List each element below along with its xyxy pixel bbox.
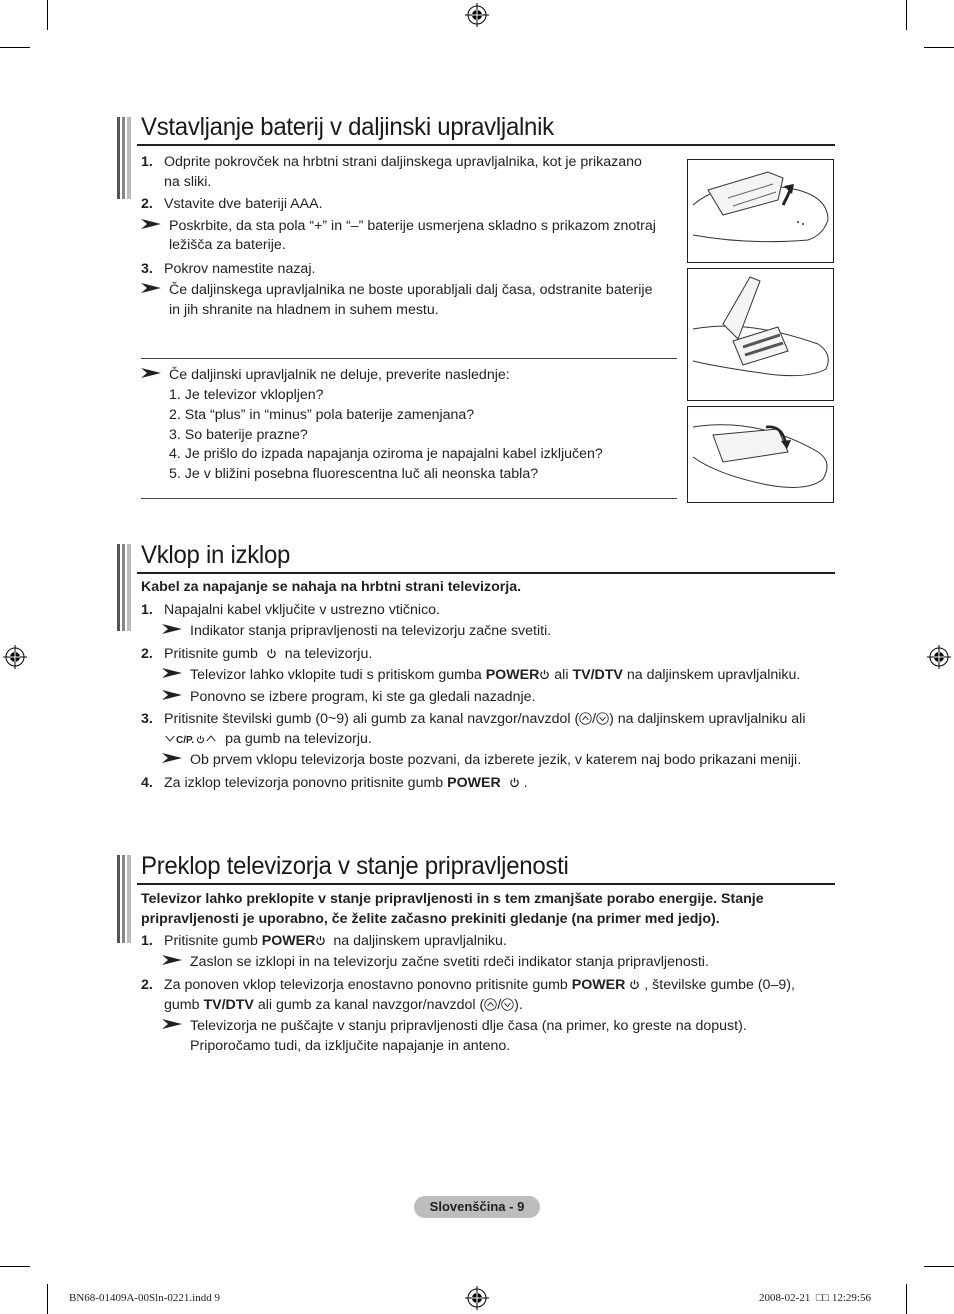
step-number: 1. <box>141 602 153 618</box>
lead-text: pripravljenosti je uporabno, če želite začasno prekiniti gledanje (na primer med jedjo). <box>141 911 720 927</box>
section-bar <box>117 117 131 199</box>
power-icon <box>629 979 640 990</box>
note-text: Indikator stanja pripravljenosti na televizorju začne svetiti. <box>190 623 552 639</box>
note-text: Če daljinskega upravljalnika ne boste uporabljali dalj časa, odstranite baterije <box>169 282 653 298</box>
power-icon <box>539 669 550 680</box>
note-text: Televizor lahko vklopite tudi s pritiskom gumba POWER ali TV/DTV na daljinskem upravljalniku. <box>190 667 801 683</box>
step-text: gumb TV/DTV ali gumb za kanal navzgor/navzdol ( / ). <box>164 997 523 1013</box>
step-number: 1. <box>141 933 153 949</box>
step-number: 2. <box>141 646 153 662</box>
remote-illustration-open <box>687 159 834 263</box>
note-arrow-icon <box>162 1019 182 1029</box>
crop-mark <box>0 1266 30 1267</box>
note-arrow-icon <box>162 624 182 634</box>
crop-mark <box>47 0 48 30</box>
section-bar <box>117 544 131 631</box>
channel-down-icon <box>596 712 609 725</box>
note-text: in jih shranite na hladnem in suhem mestu. <box>169 302 439 318</box>
remote-illustration-closed <box>687 406 834 503</box>
step-text: C/P. pa gumb na televizorju. <box>164 729 372 751</box>
footer-filename: BN68-01409A-00Sln-0221.indd 9 <box>69 1292 220 1304</box>
note-arrow-icon <box>141 219 161 229</box>
channel-up-icon <box>484 998 497 1011</box>
crop-mark <box>906 0 907 30</box>
note-text: Zaslon se izklopi in na televizorju začne svetiti rdeči indikator stanja pripravljenosti. <box>190 954 709 970</box>
power-icon <box>196 735 205 744</box>
section-bar <box>117 855 131 943</box>
step-text: Pokrov namestite nazaj. <box>164 261 316 277</box>
step-text: Za izklop televizorja ponovno pritisnite gumb POWER . <box>164 775 528 791</box>
step-text: Napajalni kabel vključite v ustrezno vtičnico. <box>164 602 440 618</box>
registration-mark-icon <box>3 645 27 669</box>
divider <box>141 358 677 359</box>
section-title-power: Vklop in izklop <box>141 541 291 569</box>
crop-mark <box>906 1284 907 1314</box>
check-intro: Če daljinski upravljalnik ne deluje, preverite naslednje: <box>169 367 510 383</box>
check-item: 4. Je prišlo do izpada napajanja oziroma je napajalni kabel izključen? <box>169 446 603 462</box>
crop-mark <box>47 1284 48 1314</box>
channel-down-icon <box>501 998 514 1011</box>
step-number: 2. <box>141 977 153 993</box>
step-number: 1. <box>141 154 153 170</box>
step-number: 3. <box>141 261 153 277</box>
power-icon <box>509 777 520 788</box>
title-rule <box>137 144 835 146</box>
note-arrow-icon <box>141 283 161 293</box>
remote-illustration-batteries <box>687 268 834 401</box>
registration-mark-icon <box>465 1286 489 1310</box>
note-text: ležišča za baterije. <box>169 237 286 253</box>
footer-date: 2008-02-21 □□ 12:29:56 <box>759 1292 871 1304</box>
note-arrow-icon <box>141 368 161 378</box>
step-text: Za ponoven vklop televizorja enostavno ponovno pritisnite gumb POWER , številske gumbe (0–9), <box>164 977 795 993</box>
step-number: 3. <box>141 711 153 727</box>
divider <box>141 498 677 499</box>
step-text: Pritisnite gumb na televizorju. <box>164 646 373 662</box>
step-text: Pritisnite gumb POWER na daljinskem upravljalniku. <box>164 933 507 949</box>
lead-text: Kabel za napajanje se nahaja na hrbtni strani televizorja. <box>141 579 522 595</box>
note-text: Poskrbite, da sta pola “+” in “–” baterije usmerjena skladno s prikazom znotraj <box>169 218 656 234</box>
section-title-batteries: Vstavljanje baterij v daljinski upravljalnik <box>141 113 554 141</box>
check-item: 2. Sta “plus” in “minus” pola baterije zamenjana? <box>169 407 475 423</box>
note-arrow-icon <box>162 753 182 763</box>
check-item: 1. Je televizor vklopljen? <box>169 387 324 403</box>
note-text: Ob prvem vklopu televizorja boste pozvani, da izberete jezik, v katerem naj bodo prikazani meniji. <box>190 752 802 768</box>
chevron-up-icon <box>205 732 217 745</box>
step-number: 4. <box>141 775 153 791</box>
step-text: Odprite pokrovček na hrbtni strani daljinskega upravljalnika, kot je prikazano <box>164 154 642 170</box>
note-text: Priporočamo tudi, da izključite napajanje in anteno. <box>190 1038 511 1054</box>
step-text: Vstavite dve bateriji AAA. <box>164 196 323 212</box>
channel-up-icon <box>579 712 592 725</box>
lead-text: Televizor lahko preklopite v stanje pripravljenosti in s tem zmanjšate porabo energije. Stanje <box>141 891 764 907</box>
note-arrow-icon <box>162 690 182 700</box>
note-text: Ponovno se izbere program, ki ste ga gledali nazadnje. <box>190 689 536 705</box>
power-icon <box>266 648 277 659</box>
crop-mark <box>0 47 30 48</box>
note-arrow-icon <box>162 955 182 965</box>
registration-mark-icon <box>465 3 489 27</box>
note-text: Televizorja ne puščajte v stanju pripravljenosti dlje časa (na primer, ko greste na dopust). <box>190 1018 747 1034</box>
step-text: Pritisnite številski gumb (0~9) ali gumb za kanal navzgor/navzdol ( / ) na daljinskem upravljalniku ali <box>164 711 806 727</box>
crop-mark <box>924 47 954 48</box>
check-item: 3. So baterije prazne? <box>169 427 308 443</box>
check-item: 5. Je v bližini posebna fluorescentna luč ali neonska tabla? <box>169 466 539 482</box>
registration-mark-icon <box>927 645 951 669</box>
page-number-badge: Slovenščina - 9 <box>414 1196 540 1218</box>
section-title-standby: Preklop televizorja v stanje pripravljenosti <box>141 852 569 880</box>
title-rule <box>137 572 835 574</box>
chevron-down-icon <box>164 732 176 745</box>
title-rule <box>137 883 835 885</box>
step-text: na sliki. <box>164 174 212 190</box>
step-number: 2. <box>141 196 153 212</box>
power-icon <box>315 935 326 946</box>
note-arrow-icon <box>162 668 182 678</box>
crop-mark <box>924 1266 954 1267</box>
